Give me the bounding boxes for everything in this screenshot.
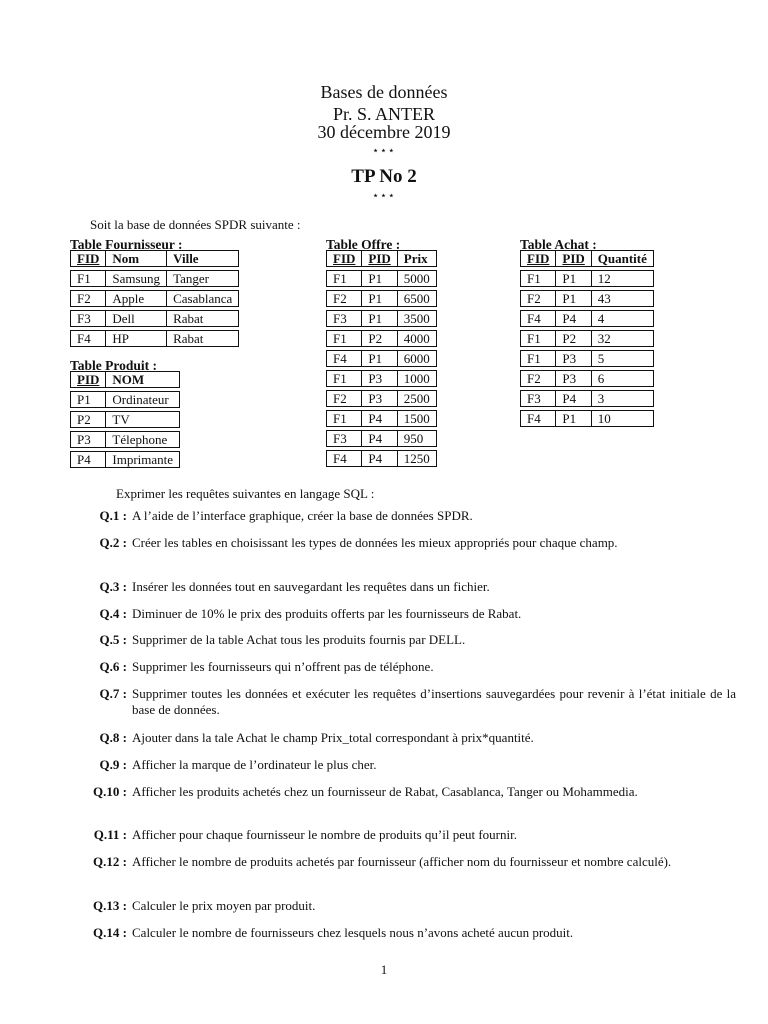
table-cell: F4	[520, 410, 555, 427]
table-cell: F3	[520, 390, 555, 407]
column-header: Prix	[397, 250, 437, 267]
table-cell: P4	[555, 390, 590, 407]
table-cell: 1250	[397, 450, 437, 467]
table-cell: Imprimante	[105, 451, 180, 468]
table-cell: 12	[591, 270, 654, 287]
author: Pr. S. ANTER	[332, 104, 436, 124]
table-cell: P4	[70, 451, 105, 468]
table-cell: F4	[326, 350, 361, 367]
table-cell: F1	[326, 270, 361, 287]
table-row	[326, 450, 437, 467]
table-cell: F3	[70, 310, 105, 327]
question-label: Q.4 :	[99, 606, 127, 621]
table-cell: P4	[361, 410, 396, 427]
question-label: Q.11 :	[93, 827, 127, 842]
column-header: NOM	[105, 371, 180, 388]
table-cell: 950	[397, 430, 437, 447]
column-header: FID	[326, 250, 361, 267]
table-cell: F1	[520, 350, 555, 367]
table-cell: P1	[555, 410, 590, 427]
table-cell: 10	[591, 410, 654, 427]
table-cell: 1000	[397, 370, 437, 387]
table-cell: P1	[555, 270, 590, 287]
table-row	[326, 410, 437, 427]
table-cell: 6	[591, 370, 654, 387]
table-cell: F1	[326, 410, 361, 427]
date: 30 décembre 2019	[317, 122, 451, 142]
column-header: Quantité	[591, 250, 654, 267]
question-text: Calculer le nombre de fournisseurs chez lesquels nous n’avons acheté aucun produit.	[132, 925, 574, 940]
table-cell: 5000	[397, 270, 437, 287]
table-header-row	[520, 250, 654, 267]
table-row	[70, 310, 239, 327]
table-cell: P4	[361, 450, 396, 467]
question-label: Q.10 :	[93, 784, 127, 799]
table-cell: 4	[591, 310, 654, 327]
question-text: Diminuer de 10% le prix des produits offerts par les fournisseurs de Rabat.	[132, 606, 522, 621]
table-cell: F4	[70, 330, 105, 347]
table-row	[326, 330, 437, 347]
tp-heading: TP No 2	[351, 166, 417, 187]
table-cell: F4	[326, 450, 361, 467]
offre-table	[326, 247, 437, 470]
question-label: Q.7 :	[99, 686, 127, 701]
question-label: Q.1 :	[99, 508, 127, 523]
table-row	[520, 290, 654, 307]
table-cell: 43	[591, 290, 654, 307]
achat-caption: Table Achat :	[520, 237, 597, 252]
table-row	[326, 290, 437, 307]
table-row	[70, 290, 239, 307]
table-cell: HP	[105, 330, 166, 347]
table-cell: P3	[361, 390, 396, 407]
question-label: Q.9 :	[99, 757, 127, 772]
table-row	[520, 330, 654, 347]
table-header-row	[70, 371, 180, 388]
table-cell: F2	[520, 290, 555, 307]
column-header: PID	[361, 250, 396, 267]
table-cell: 1500	[397, 410, 437, 427]
table-cell: Apple	[105, 290, 166, 307]
table-cell: F2	[326, 290, 361, 307]
table-cell: P1	[70, 391, 105, 408]
table-row	[520, 270, 654, 287]
question-text: Supprimer les fournisseurs qui n’offrent pas de téléphone.	[132, 659, 434, 674]
table-cell: Tanger	[166, 270, 239, 287]
table-cell: F3	[326, 430, 361, 447]
table-cell: F1	[326, 370, 361, 387]
table-cell: 32	[591, 330, 654, 347]
table-row	[326, 310, 437, 327]
table-cell: F3	[326, 310, 361, 327]
table-cell: F1	[326, 330, 361, 347]
fournisseur-table	[70, 247, 239, 350]
question-label: Q.14 :	[93, 925, 127, 940]
table-cell: 2500	[397, 390, 437, 407]
table-row	[326, 430, 437, 447]
table-cell: F1	[520, 270, 555, 287]
table-cell: P1	[555, 290, 590, 307]
table-row	[520, 410, 654, 427]
page-number: 1	[380, 962, 388, 977]
question-text: Calculer le prix moyen par produit.	[132, 898, 316, 913]
question-label: Q.13 :	[93, 898, 127, 913]
table-row	[326, 390, 437, 407]
table-cell: P2	[555, 330, 590, 347]
question-text: A l’aide de l’interface graphique, créer la base de données SPDR.	[132, 508, 473, 523]
column-header: FID	[70, 250, 105, 267]
table-cell: Ordinateur	[105, 391, 180, 408]
question-text: Ajouter dans la tale Achat le champ Prix_total correspondant à prix*quantité.	[132, 730, 534, 745]
document-title: Bases de données	[320, 82, 448, 102]
question-text: Afficher les produits achetés chez un fournisseur de Rabat, Casablanca, Tanger ou Mohammedia.	[132, 784, 638, 799]
table-row	[326, 370, 437, 387]
table-cell: P3	[555, 370, 590, 387]
table-cell: P4	[361, 430, 396, 447]
table-cell: P1	[361, 270, 396, 287]
table-cell: 6000	[397, 350, 437, 367]
table-header-row	[70, 250, 239, 267]
table-row	[326, 350, 437, 367]
table-cell: P1	[361, 310, 396, 327]
table-cell: P1	[361, 290, 396, 307]
table-cell: Samsung	[105, 270, 166, 287]
question-text: Créer les tables en choisissant les types de données les mieux appropriés pour chaque champ.	[132, 535, 618, 550]
table-cell: Rabat	[166, 330, 239, 347]
table-row	[70, 451, 180, 468]
table-row	[326, 270, 437, 287]
table-row	[70, 411, 180, 428]
table-cell: F2	[520, 370, 555, 387]
question-label: Q.3 :	[99, 579, 127, 594]
table-cell: F1	[520, 330, 555, 347]
table-cell: Dell	[105, 310, 166, 327]
table-cell: 6500	[397, 290, 437, 307]
table-cell: P3	[70, 431, 105, 448]
table-cell: 5	[591, 350, 654, 367]
question-label: Q.8 :	[99, 730, 127, 745]
column-header: PID	[555, 250, 590, 267]
question-text: Supprimer de la table Achat tous les produits fournis par DELL.	[132, 632, 466, 647]
question-text: Afficher le nombre de produits achetés par fournisseur (afficher nom du fournisseur et nombre calculé).	[132, 854, 672, 869]
question-label: Q.6 :	[99, 659, 127, 674]
table-cell: P3	[555, 350, 590, 367]
table-cell: TV	[105, 411, 180, 428]
question-label: Q.12 :	[93, 854, 127, 869]
stars-divider-bottom: ⋆⋆⋆	[372, 190, 396, 202]
table-row	[70, 270, 239, 287]
table-cell: 3500	[397, 310, 437, 327]
table-cell: 4000	[397, 330, 437, 347]
table-cell: P4	[555, 310, 590, 327]
table-cell: F2	[70, 290, 105, 307]
fournisseur-caption: Table Fournisseur :	[70, 237, 183, 252]
table-row	[70, 330, 239, 347]
table-cell: F4	[520, 310, 555, 327]
table-cell: 3	[591, 390, 654, 407]
table-header-row	[326, 250, 437, 267]
column-header: FID	[520, 250, 555, 267]
produit-table	[70, 368, 180, 471]
table-row	[520, 310, 654, 327]
table-row	[520, 390, 654, 407]
column-header: Nom	[105, 250, 166, 267]
question-label: Q.2 :	[99, 535, 127, 550]
question-text: Insérer les données tout en sauvegardant les requêtes dans un fichier.	[132, 579, 490, 594]
table-cell: P1	[361, 350, 396, 367]
table-row	[70, 431, 180, 448]
offre-caption: Table Offre :	[326, 237, 401, 252]
table-cell: Casablanca	[166, 290, 239, 307]
table-row	[520, 350, 654, 367]
table-cell: F2	[326, 390, 361, 407]
table-row	[520, 370, 654, 387]
stars-divider-top: ⋆⋆⋆	[372, 145, 396, 157]
table-row	[70, 391, 180, 408]
table-cell: P2	[361, 330, 396, 347]
question-label: Q.5 :	[99, 632, 127, 647]
column-header: PID	[70, 371, 105, 388]
produit-caption: Table Produit :	[70, 358, 158, 373]
table-cell: Rabat	[166, 310, 239, 327]
achat-table	[520, 247, 654, 430]
column-header: Ville	[166, 250, 239, 267]
question-text: Afficher pour chaque fournisseur le nombre de produits qu’il peut fournir.	[132, 827, 517, 842]
table-cell: F1	[70, 270, 105, 287]
table-cell: P2	[70, 411, 105, 428]
intro-text: Soit la base de données SPDR suivante :	[90, 217, 301, 232]
exercise-lead: Exprimer les requêtes suivantes en langage SQL :	[116, 486, 375, 501]
question-text: Afficher la marque de l’ordinateur le plus cher.	[132, 757, 377, 772]
table-cell: Télephone	[105, 431, 180, 448]
question-text: Supprimer toutes les données et exécuter les requêtes d’insertions sauvegardées pour revenir à l’état initiale de la base de données.	[132, 686, 736, 717]
table-cell: P3	[361, 370, 396, 387]
